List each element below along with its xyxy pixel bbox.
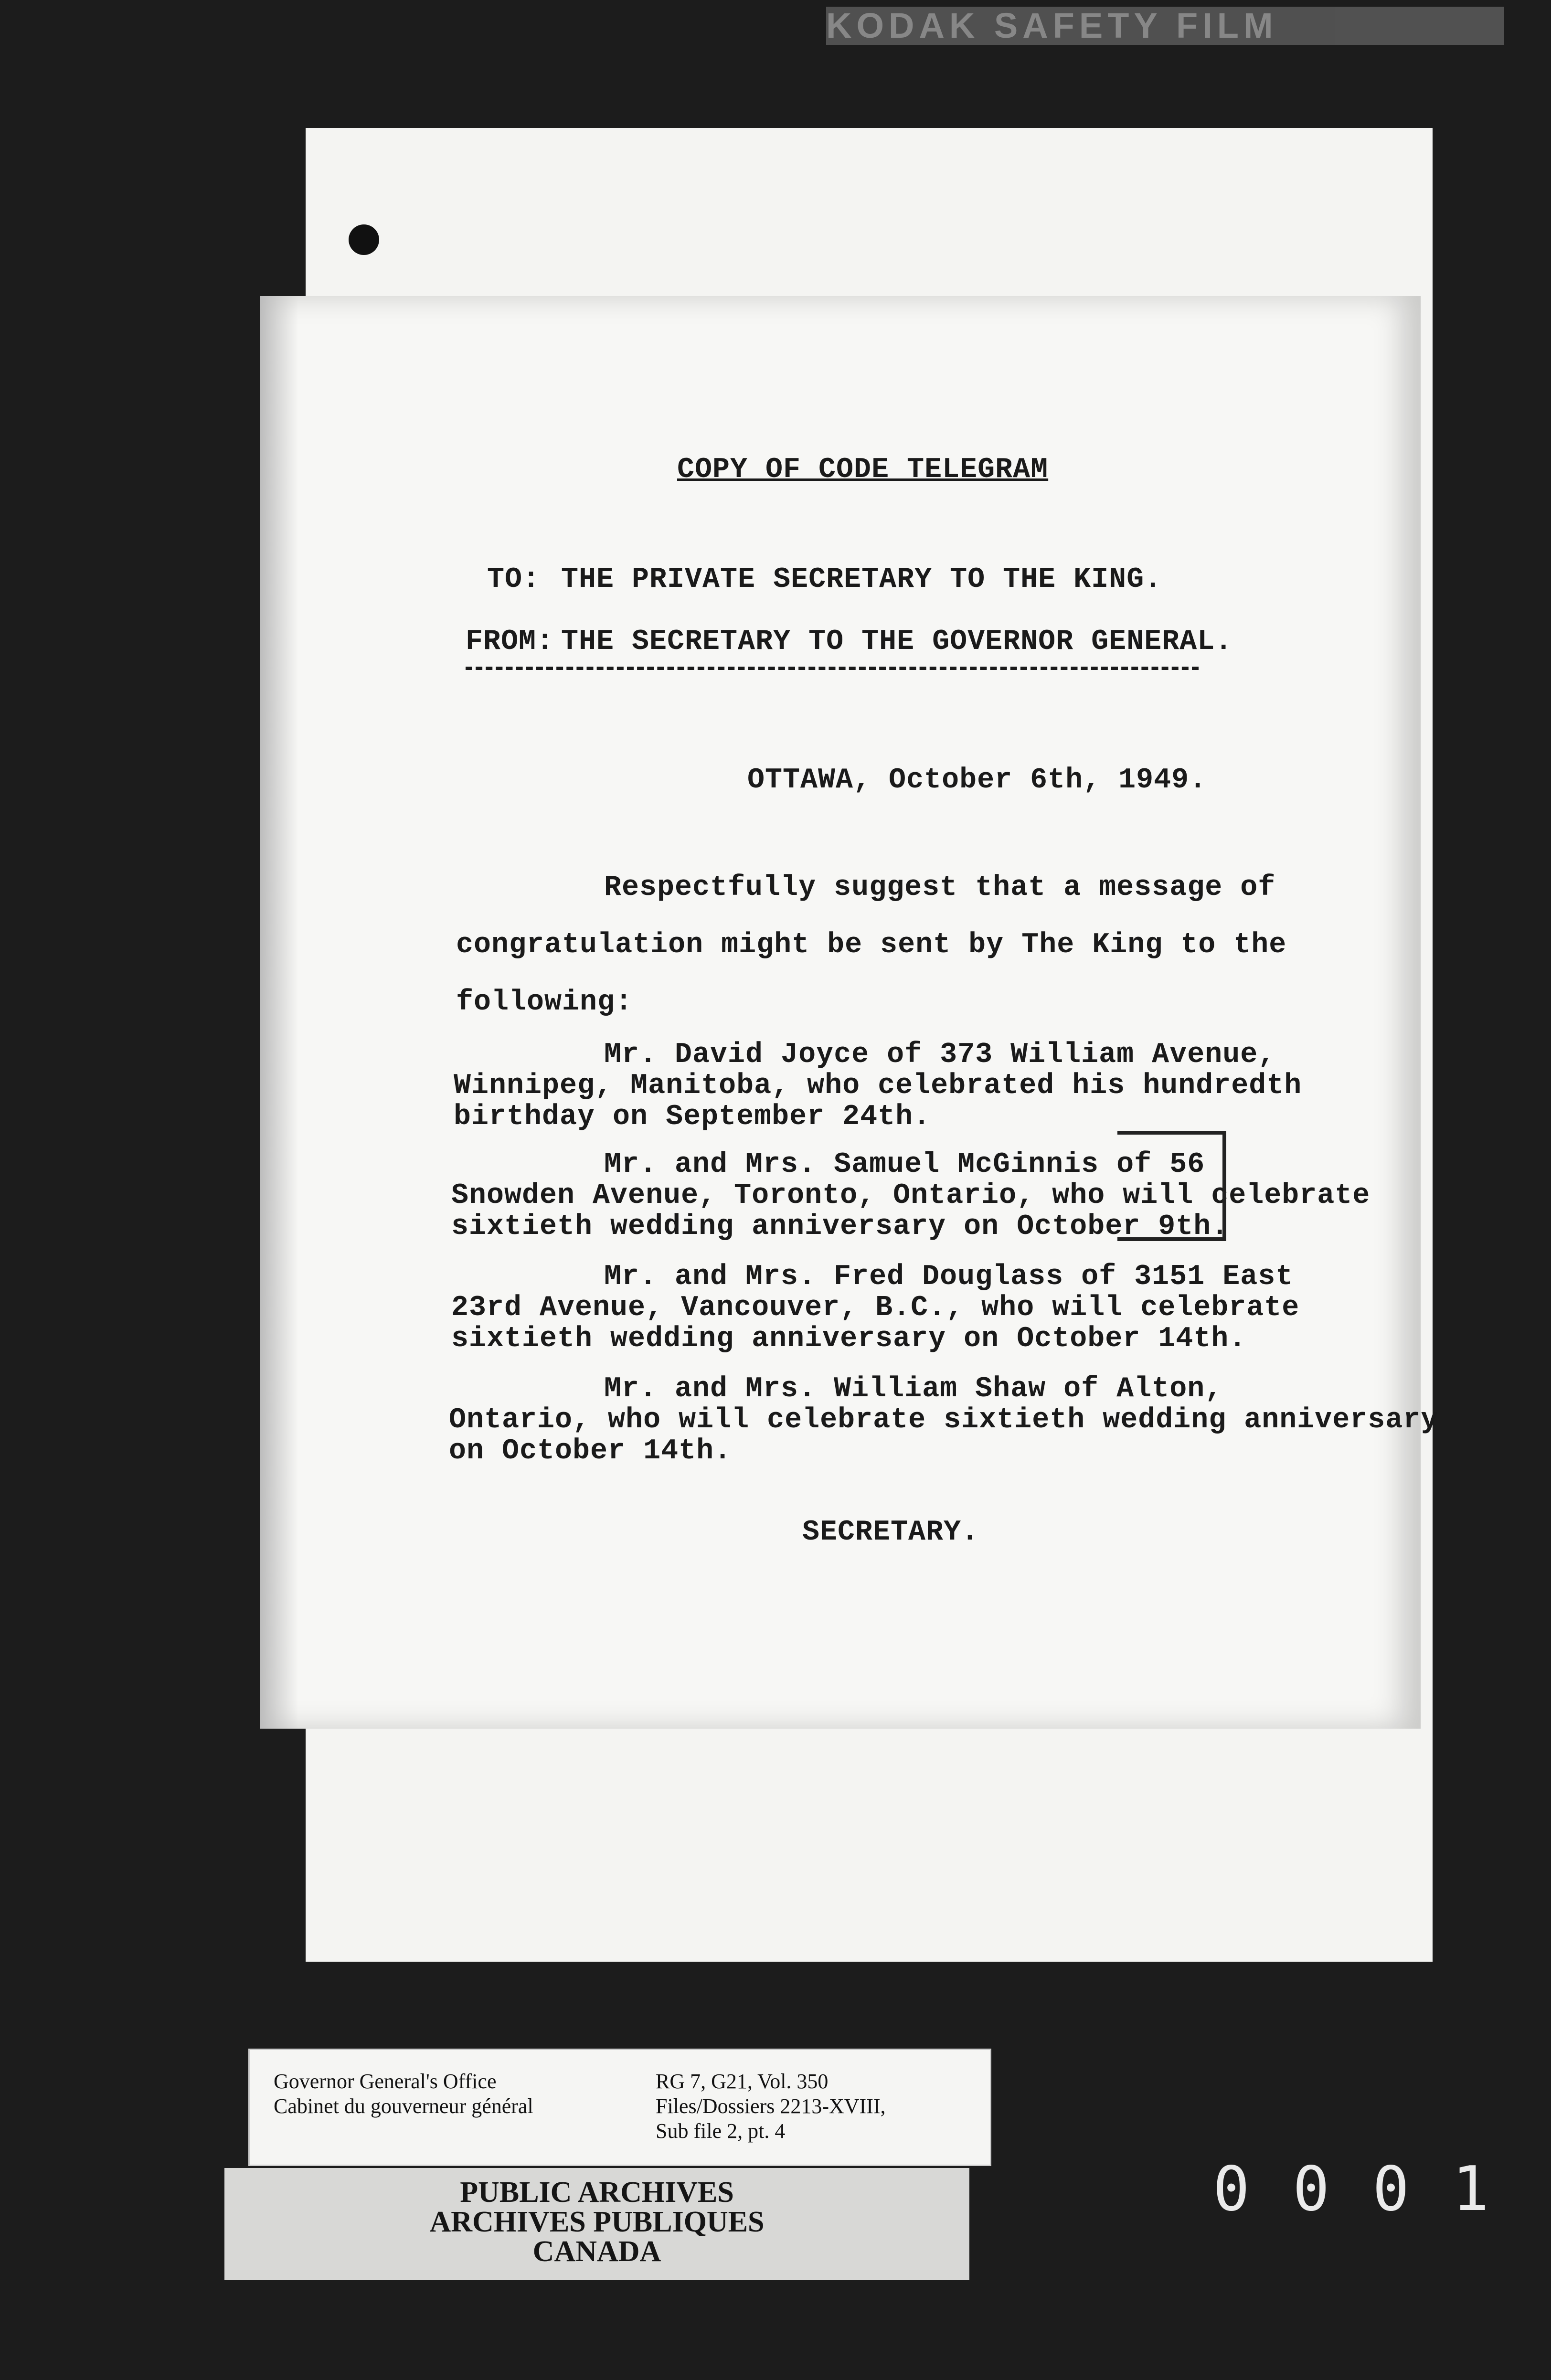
entry-line: Mr. and Mrs. Fred Douglass of 3151 East xyxy=(604,1261,1294,1293)
separator-rule xyxy=(466,667,1199,670)
office-fr: Cabinet du gouverneur général xyxy=(274,2094,533,2118)
entry-line: sixtieth wedding anniversary on October 9th. xyxy=(451,1211,1229,1243)
stamp-line: ARCHIVES PUBLIQUES xyxy=(429,2206,765,2238)
entry-line: on October 14th. xyxy=(449,1435,732,1467)
margin-bracket xyxy=(1117,1131,1226,1241)
from-label: FROM: xyxy=(466,626,554,658)
telegram-page xyxy=(260,296,1421,1729)
entry-line: Mr. David Joyce of 373 William Avenue, xyxy=(604,1039,1276,1071)
entry-line: Winnipeg, Manitoba, who celebrated his hundredth xyxy=(454,1070,1302,1102)
entry-line: 23rd Avenue, Vancouver, B.C., who will celebrate xyxy=(451,1292,1300,1324)
frame-counter: 0001 xyxy=(1213,2154,1532,2225)
office-en: Governor General's Office xyxy=(274,2070,497,2093)
entry-line: birthday on September 24th. xyxy=(454,1101,931,1133)
ref-line: RG 7, G21, Vol. 350 xyxy=(656,2070,829,2093)
entry-line: Snowden Avenue, Toronto, Ontario, who will celebrate xyxy=(451,1179,1370,1212)
place-date: OTTAWA, October 6th, 1949. xyxy=(747,764,1207,797)
punch-hole xyxy=(349,224,379,255)
archive-stamp xyxy=(224,2168,969,2280)
entry-line: Ontario, who will celebrate sixtieth wedding anniversary xyxy=(449,1404,1439,1436)
telegram-heading: COPY OF CODE TELEGRAM xyxy=(677,454,1049,486)
intro-line: congratulation might be sent by The King to the xyxy=(456,929,1287,961)
to-value: THE PRIVATE SECRETARY TO THE KING. xyxy=(561,563,1162,596)
signature: SECRETARY. xyxy=(802,1516,979,1549)
film-edge-imprint: KODAK SAFETY FILM xyxy=(826,7,1504,45)
archive-label xyxy=(248,2049,991,2166)
to-label: TO: xyxy=(487,563,541,596)
entry-line: sixtieth wedding anniversary on October 14th. xyxy=(451,1323,1247,1355)
from-value: THE SECRETARY TO THE GOVERNOR GENERAL. xyxy=(561,626,1233,658)
stamp-line: CANADA xyxy=(532,2235,661,2268)
intro-line: following: xyxy=(456,986,633,1019)
ref-line: Sub file 2, pt. 4 xyxy=(656,2119,786,2143)
entry-line: Mr. and Mrs. William Shaw of Alton, xyxy=(604,1373,1223,1405)
ref-line: Files/Dossiers 2213-XVIII, xyxy=(656,2094,886,2118)
stamp-line: PUBLIC ARCHIVES xyxy=(460,2176,734,2209)
entry-line: Mr. and Mrs. Samuel McGinnis of 56 xyxy=(604,1148,1205,1181)
intro-line: Respectfully suggest that a message of xyxy=(604,871,1276,904)
